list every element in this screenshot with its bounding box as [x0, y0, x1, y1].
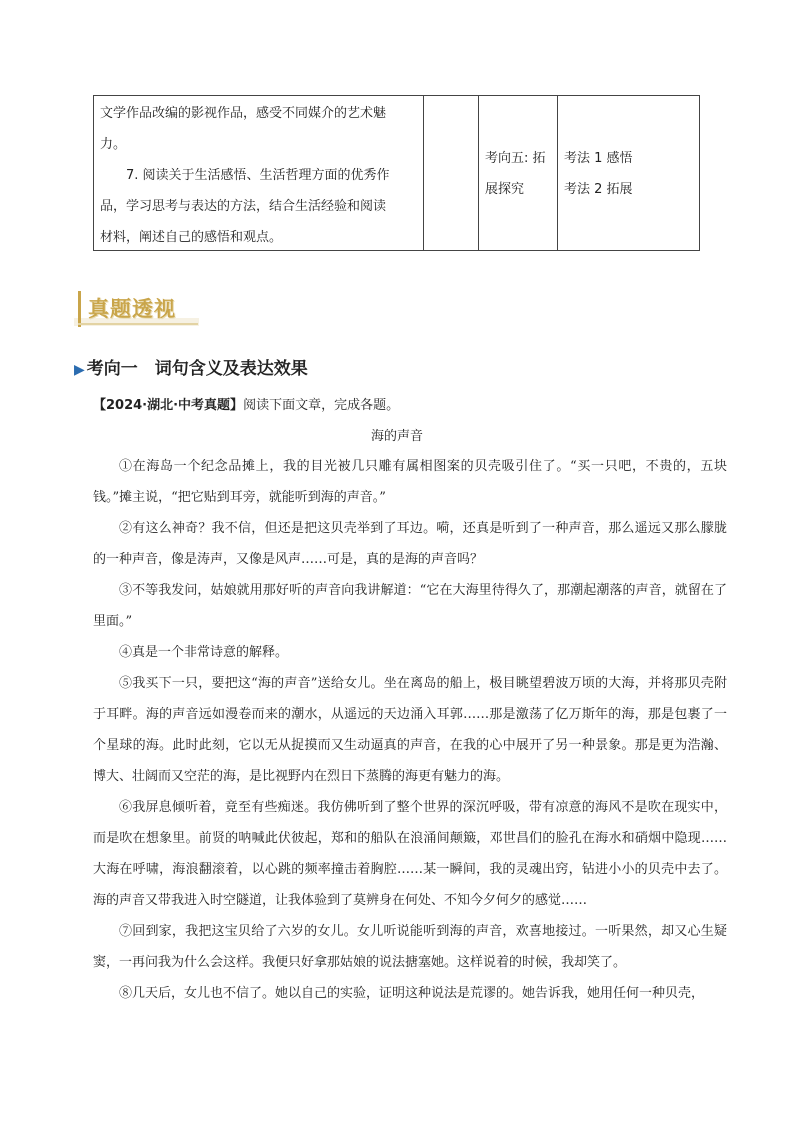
table-cell-direction: 展探究: [485, 182, 525, 197]
banner-underline: [78, 323, 198, 325]
article-paragraph: ⑧几天后，女儿也不信了。她以自己的实验，证明这种说法是荒谬的。她告诉我，她用任何一种贝壳，: [119, 986, 705, 1001]
section-heading-text: 考向一 词句含义及表达效果: [86, 359, 308, 379]
section-heading: [74, 354, 308, 379]
section-banner: [74, 288, 199, 328]
banner-accent-bar: [78, 291, 81, 327]
table-cell-method: 考法 1 感悟: [564, 151, 633, 166]
table-cell-text: 力。: [100, 137, 127, 152]
table-cell-text: 品，学习思考与表达的方法，结合生活经验和阅读: [100, 199, 387, 214]
article-paragraph: ②有这么神奇？我不信，但还是把这贝壳举到了耳边。嗬，还真是听到了一种声音，那么遥远又那么朦胧的一种声音，像是涛声，又像是风声……可是，真的是海的声音吗？: [93, 521, 727, 567]
article-paragraph: ①在海岛一个纪念品摊上，我的目光被几只雕有属相图案的贝壳吸引住了。“买一只吧，不贵的，五块钱。”摊主说，“把它贴到耳旁，就能听到海的声音。”: [93, 459, 727, 505]
table-cell-text: 7. 阅读关于生活感悟、生活哲理方面的优秀作: [126, 168, 390, 183]
table-cell-direction: 考向五: 拓: [485, 151, 546, 166]
table-divider: [557, 96, 558, 250]
triangle-right-icon: ▶: [74, 362, 85, 378]
banner-title: 真题透视: [88, 297, 176, 321]
table-divider: [478, 96, 479, 250]
article-paragraph: ⑦回到家，我把这宝贝给了六岁的女儿。女儿听说能听到海的声音，欢喜地接过。一听果然，却又心生疑窦，一再问我为什么会这样。我便只好拿那姑娘的说法搪塞她。这样说着的时候，我却笑了。: [93, 924, 727, 970]
article-paragraph: ③不等我发问，姑娘就用那好听的声音向我讲解道：“它在大海里待得久了，那潮起潮落的声音，就留在了里面。”: [93, 583, 727, 629]
table-cell-text: 材料，阐述自己的感悟和观点。: [100, 230, 283, 245]
article-paragraph: ⑥我屏息倾听着，竟至有些痴迷。我仿佛听到了整个世界的深沉呼吸，带有凉意的海风不是吹在现实中，而是吹在想象里。前贤的呐喊此伏彼起，郑和的船队在浪涌间颠簸，邓世昌们的脸孔在海水和硝烟中隐现……大海在呼啸，海浪翻滚着，以心跳的频率撞击着胸腔……某一瞬间，我的灵魂出窍，钻进小小的贝壳中去了。海的声音又带我进入时空隧道，让我体验到了莫辨身在何处、不知今夕何夕的感觉……: [93, 800, 727, 908]
article-title: 海的声音: [370, 429, 423, 444]
source-label: 【2024·湖北·中考真题】: [93, 398, 244, 413]
question-source: [93, 394, 399, 413]
curriculum-table: [93, 95, 700, 251]
article-paragraph: ④真是一个非常诗意的解释。: [119, 645, 289, 660]
table-cell-text: 文学作品改编的影视作品，感受不同媒介的艺术魅: [100, 106, 387, 121]
table-divider: [423, 96, 424, 250]
source-instruction: 阅读下面文章，完成各题。: [243, 398, 400, 413]
table-cell-method: 考法 2 拓展: [564, 182, 633, 197]
article-paragraph: ⑤我买下一只，要把这“海的声音”送给女儿。坐在离岛的船上，极目眺望碧波万顷的大海，并将那贝壳附于耳畔。海的声音远如漫卷而来的潮水，从遥远的天边涌入耳郭……那是激荡了亿万斯年的海，那是包裹了一个星球的海。此时此刻，它以无从捉摸而又生动逼真的声音，在我的心中展开了另一种景象。那是更为浩瀚、博大、壮阔而又空茫的海，是比视野内在烈日下蒸腾的海更有魅力的海。: [93, 676, 727, 784]
